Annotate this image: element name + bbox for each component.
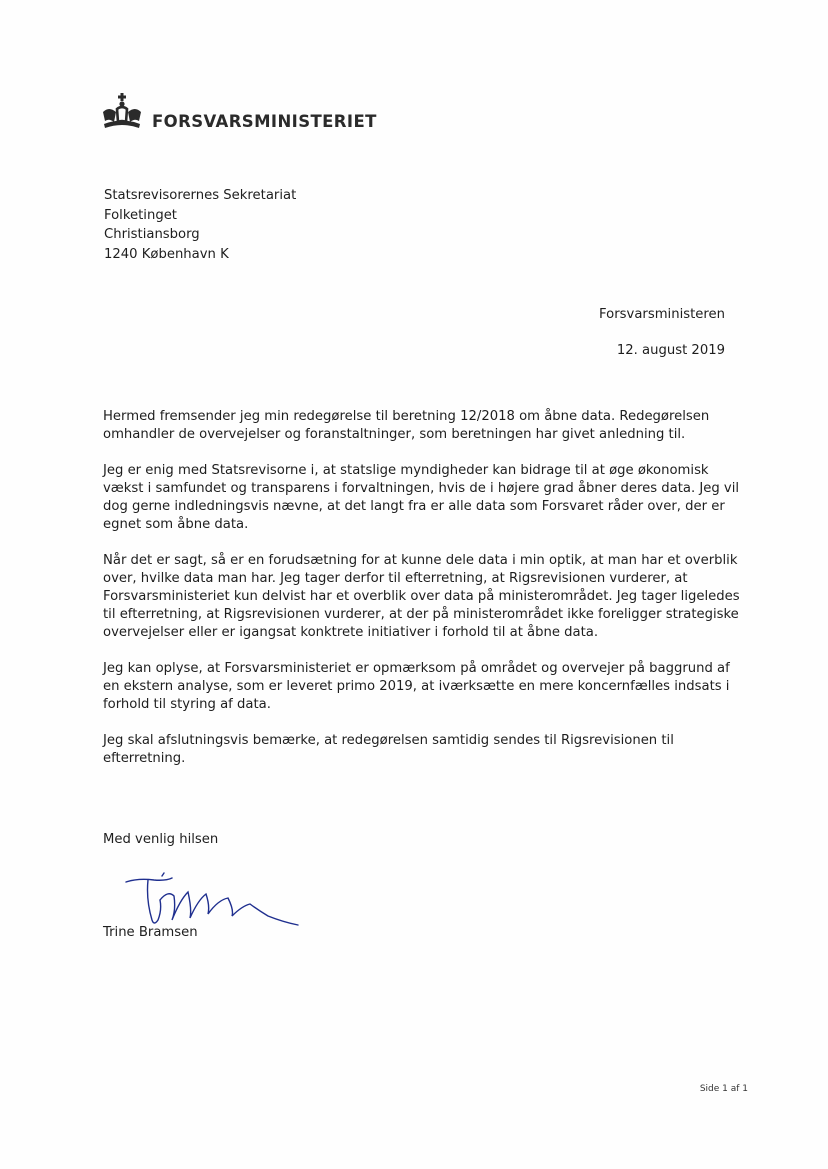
letter-date: 12. august 2019 <box>616 343 725 358</box>
page-number: Side 1 af 1 <box>699 1084 748 1094</box>
body-paragraph: Når det er sagt, så er en forudsætning for at kunne dele data i min optik, at man har et overblik over, hvilke data man har. Jeg tager derfor til efterretning, at Rigsrevisionen vurderer, at Forsvarsministeriet kun delvist har et overblik over data på ministerområdet. Jeg tager ligeledes til efterretning, at Rigsrevisionen vurderer, at der på ministerområdet ikke foreligger strategiske overvejelser eller er igangsat konktrete initiativer i forhold til at åbne data. <box>103 553 740 640</box>
sender-title: Forsvarsministeren <box>599 307 725 322</box>
signer-name: Trine Bramsen <box>103 925 198 940</box>
address-line: Christiansborg <box>104 227 200 242</box>
body-paragraph: Jeg skal afslutningsvis bemærke, at redegørelsen samtidig sendes til Rigsrevisionen til efterretning. <box>103 733 674 766</box>
address-line: 1240 København K <box>104 246 229 262</box>
recipient-address <box>104 186 296 264</box>
address-line: Folketinget <box>104 207 177 223</box>
letter-body <box>103 408 743 786</box>
organization-name: FORSVARSMINISTERIET <box>152 111 377 131</box>
body-paragraph: Jeg kan oplyse, at Forsvarsministeriet er opmærksom på området og overvejer på baggrund af en ekstern analyse, som er leveret primo 2019, at iværksætte en mere koncernfælles indsats i forhold til styring af data. <box>103 661 730 712</box>
body-paragraph: Hermed fremsender jeg min redegørelse til beretning 12/2018 om åbne data. Redegørelsen omhandler de overvejelser og foranstaltninger, som beretningen har givet anledning til. <box>103 409 710 442</box>
closing-greeting: Med venlig hilsen <box>103 832 219 847</box>
address-line: Statsrevisorernes Sekretariat <box>104 188 297 203</box>
letterhead-logo <box>100 92 377 132</box>
crown-logo-icon <box>100 92 144 132</box>
body-paragraph: Jeg er enig med Statsrevisorne i, at statslige myndigheder kan bidrage til at øge økonomisk vækst i samfundet og transparens i forvaltningen, hvis de i højere grad åbner deres data. Jeg vil dog gerne indledningsvis nævne, at det langt fra er alle data som Forsvaret råder over, der er egnet som åbne data. <box>103 463 740 532</box>
